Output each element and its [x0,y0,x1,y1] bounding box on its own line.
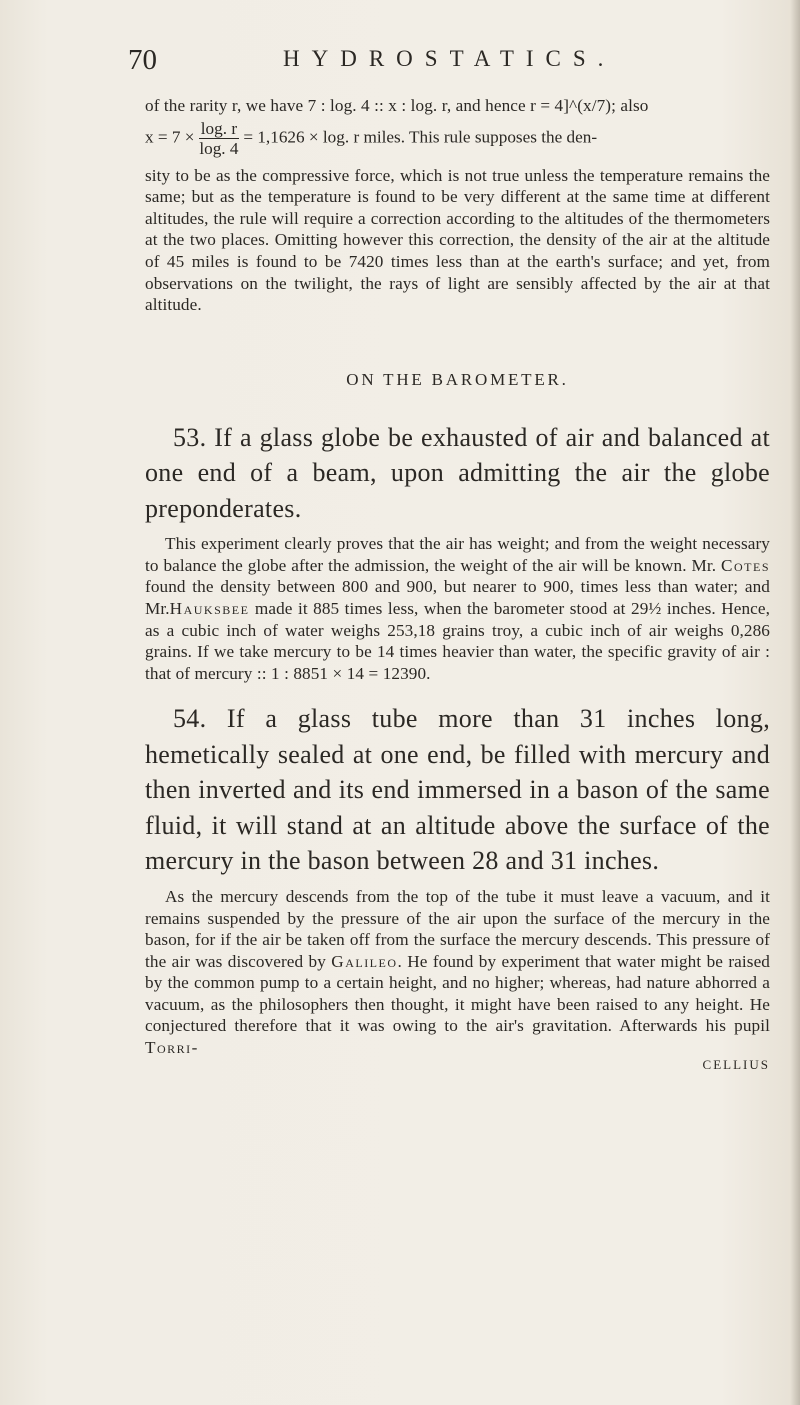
proposition-53-heading: 53. If a glass globe be exhausted of air and balanced at one end of a beam, upon admitting the air the globe preponderates. [145,422,770,523]
formula-rhs: = 1,1626 × log. r miles. This rule supposes the den- [243,127,598,147]
spacer [145,684,770,701]
page-number: 70 [128,44,157,76]
name-torricellius: Torri- [145,1038,199,1058]
page-edge-shadow [790,0,800,1405]
name-galileo: Galileo [331,951,398,971]
prop54-text-a: As the mercury descends from the top of the tube it must leave a vacuum, and it remains suspended by the pressure of the air upon the surface of the mercury in the bason, for if the air be taken off from the surface the mercury descends. This pressure of the air was discovered by [145,886,770,971]
formula-fraction [199,119,239,158]
name-cotes: Cotes [721,555,770,575]
page-content [145,95,770,1073]
proposition-54-heading: 54. If a glass tube more than 31 inches long, hemetically sealed at one end, be filled with mercury and then inverted and its end immersed in a bason of the same fluid, it will stand at an altitude above the surface of the mercury in the bason between 28 and 31 inches. [145,704,770,876]
prop53-text-a: This experiment clearly proves that the air has weight; and from the weight necessary to balance the globe after the admission, the weight of the air will be known. Mr. [145,534,770,575]
formula-line [145,119,770,165]
prop53-text-b: found the density between 800 and 900, but nearer to 900, times less than water; and Mr. [145,577,770,619]
formula-denominator: log. 4 [199,138,239,158]
proposition-54-body [145,886,770,1059]
formula-lhs: x = 7 × [145,127,195,147]
catchword: CELLIUS [702,1056,770,1072]
prop53-text-c: made it 885 times less, when the barometer stood at 29½ inches. Hence, as a cubic inch of water weighs 253,18 grains troy, a cubic inch of air weighs 0,286 grains. If we take mercury to be 14 times heavier than water, the specific gravity of air : that of mercury :: 1 : 8851 × 14 = 12390. [145,599,770,683]
intro-paragraph: sity to be as the compressive force, which is not true unless the temperature remains the same; but as the temperature is found to be very different at the same time at different altitudes, the rule will require a correction according to the altitudes of the thermometers at the two places. Omitting however this correction, the density of the air at the altitude of 45 miles is found to be 7420 times less than at the earth's surface; and yet, from observations on the twilight, the rays of light are sensibly affected by the air at that altitude. [145,165,770,315]
prop54-text-b: . He found by experiment that water might be raised by the common pump to a certain height, and no higher; whereas, had nature abhorred a vacuum, as the philosophers then thought, it might have been raised to any height. He conjectured therefore that it was owing to the air's gravitation. Afterwards his pupil [145,951,770,1036]
page-header [128,44,768,84]
proposition-53-body [145,533,770,684]
formula-numerator: log. r [200,118,238,138]
name-hauksbee: Hauksbee [169,599,250,619]
section-heading: ON THE BAROMETER. [346,369,569,389]
running-title: HYDROSTATICS. [283,46,616,71]
intro-first-line: of the rarity r, we have 7 : log. 4 :: x : log. r, and hence r = 4]^(x/7); also [145,96,649,115]
